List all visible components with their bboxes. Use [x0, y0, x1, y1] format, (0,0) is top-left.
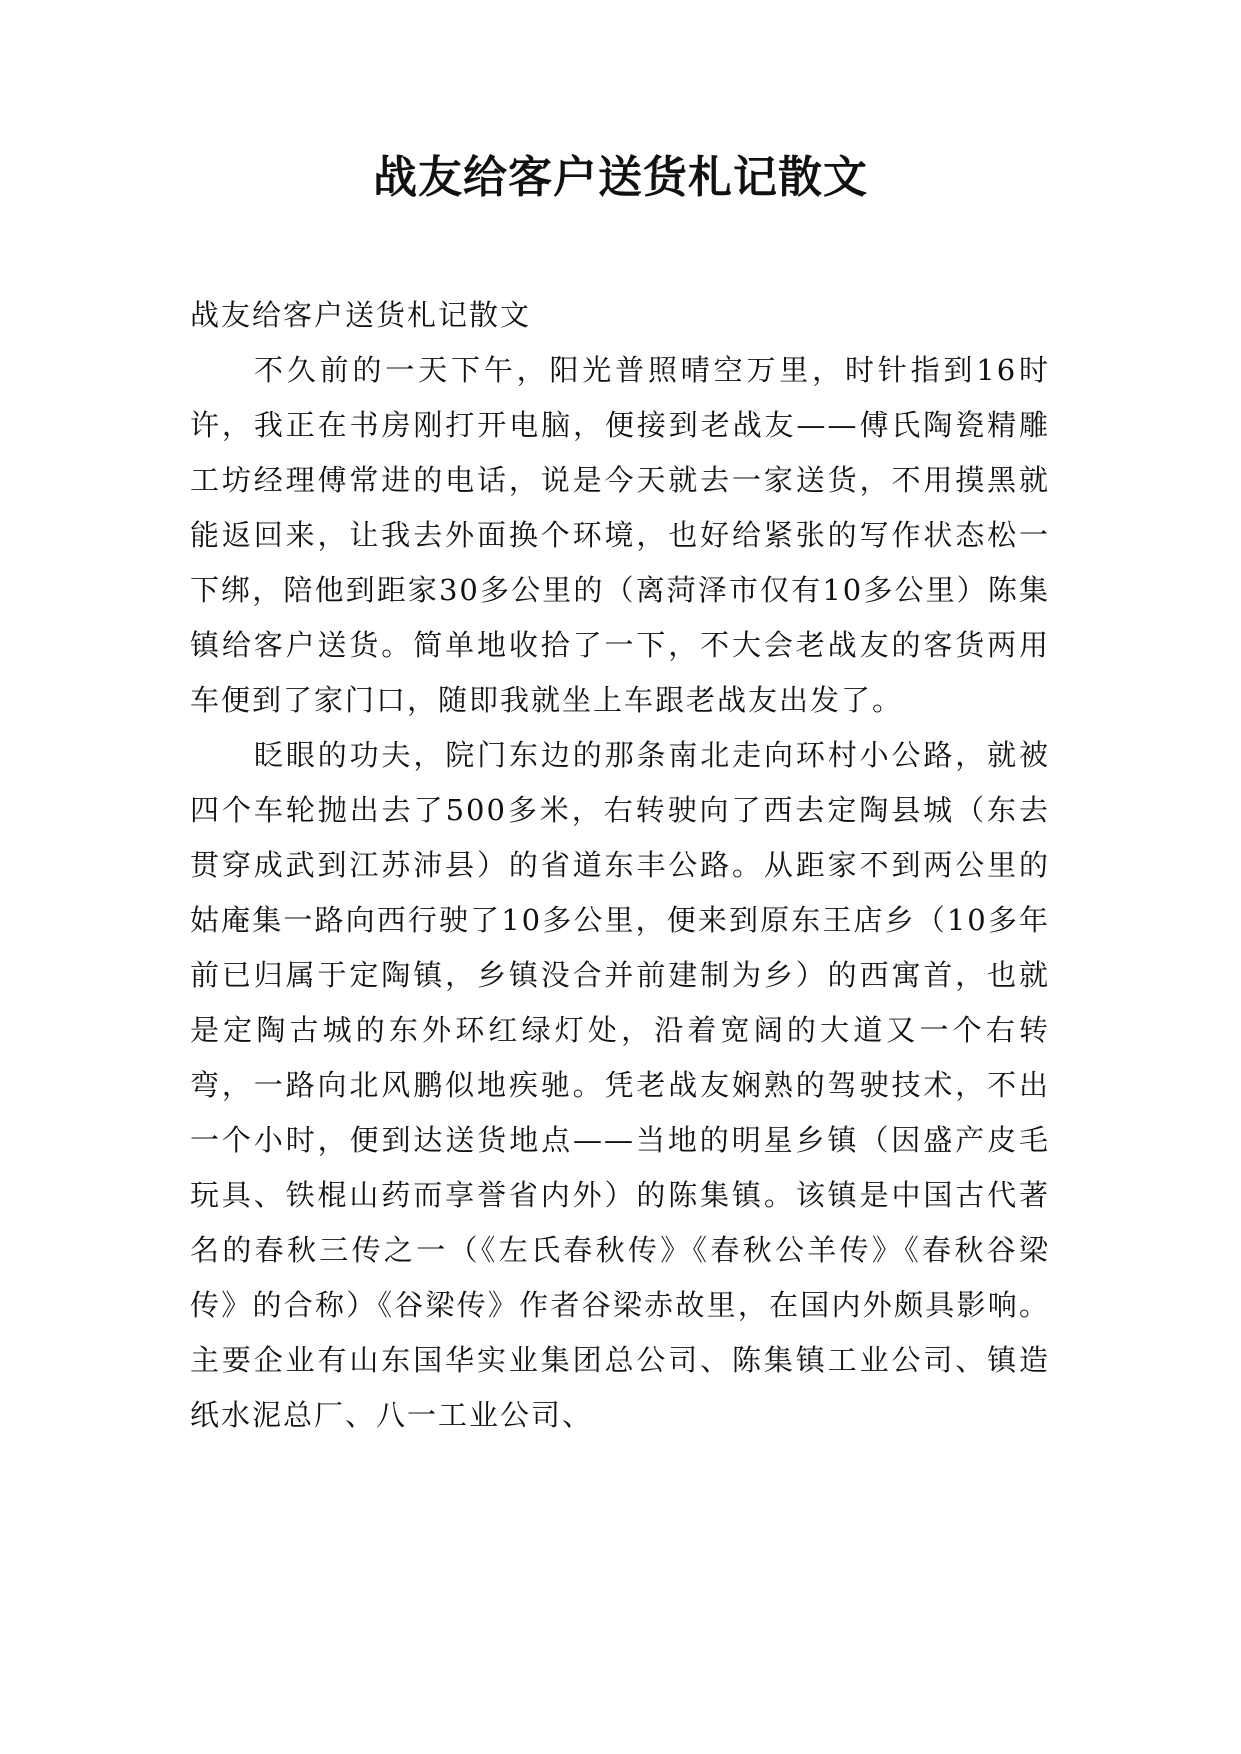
paragraph: 不久前的一天下午，阳光普照晴空万里，时针指到16时许，我正在书房刚打开电脑，便接到老战友——傅氏陶瓷精雕工坊经理傅常进的电话，说是今天就去一家送货，不用摸黑就能返回来，让我去外面换个环境，也好给紧张的写作状态松一下绑，陪他到距家30多公里的（离菏泽市仅有10多公里）陈集镇给客户送货。简单地收拾了一下，不大会老战友的客货两用车便到了家门口，随即我就坐上车跟老战友出发了。	[190, 353, 1050, 717]
document-body	[190, 288, 1050, 1443]
paragraph: 眨眼的功夫，院门东边的那条南北走向环村小公路，就被四个车轮抛出去了500多米，右转驶向了西去定陶县城（东去贯穿成武到江苏沛县）的省道东丰公路。从距家不到两公里的姑庵集一路向西行驶了10多公里，便来到原东王店乡（10多年前已归属于定陶镇，乡镇没合并前建制为乡）的西寓首，也就是定陶古城的东外环红绿灯处，沿着宽阔的大道又一个右转弯，一路向北风鹏似地疾驰。凭老战友娴熟的驾驶技术，不出一个小时，便到达送货地点——当地的明星乡镇（因盛产皮毛玩具、铁棍山药而享誉省内外）的陈集镇。该镇是中国古代著名的春秋三传之一（《左氏春秋传》《春秋公羊传》《春秋谷梁传》的合称）《谷梁传》作者谷梁赤故里，在国内外颇具影响。主要企业有山东国华实业集团总公司、陈集镇工业公司、镇造纸水泥总厂、八一工业公司、	[190, 738, 1050, 1432]
document-subtitle: 战友给客户送货札记散文	[190, 298, 532, 332]
document-title: 战友给客户送货札记散文	[373, 152, 868, 203]
